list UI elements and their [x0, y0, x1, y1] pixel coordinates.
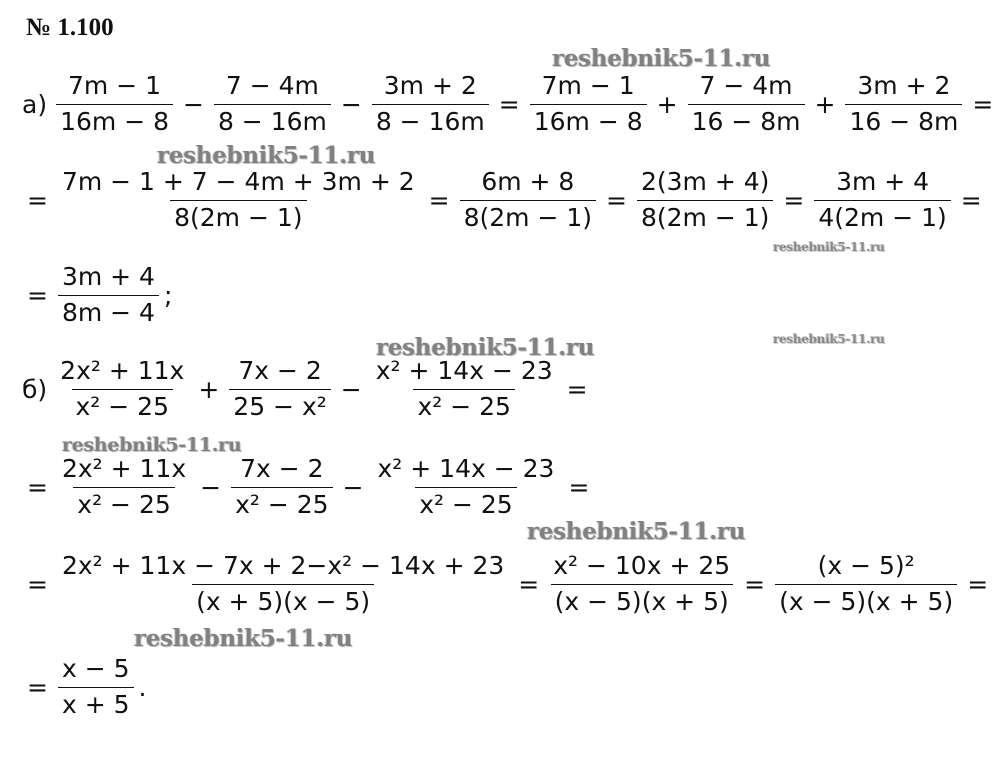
operator: =: [518, 569, 540, 599]
fraction-numerator: 3m + 4: [61, 262, 155, 291]
part-a-line-1: [22, 72, 997, 137]
fraction-denominator: 8(2m − 1): [170, 200, 306, 233]
operator: =: [498, 89, 520, 119]
operator: =: [568, 472, 590, 502]
fraction-denominator: 8 − 16m: [372, 104, 489, 137]
fraction-denominator: 8m − 4: [58, 295, 159, 328]
operator: −: [340, 374, 362, 404]
watermark: reshebnik5-11.ru: [773, 332, 885, 346]
watermark: reshebnik5-11.ru: [527, 518, 746, 545]
watermark: reshebnik5-11.ru: [62, 434, 242, 456]
operator: +: [198, 374, 220, 404]
fraction: [845, 72, 962, 137]
fraction-denominator: x² − 25: [415, 487, 516, 520]
fraction-denominator: x + 5: [58, 687, 134, 720]
fraction: [58, 168, 419, 233]
fraction-numerator: x − 5: [61, 654, 130, 683]
watermark: reshebnik5-11.ru: [552, 45, 771, 72]
fraction-numerator: 7m − 1: [68, 71, 162, 100]
part-a-label: а): [22, 89, 48, 119]
fraction: [688, 72, 805, 137]
fraction-denominator: x² − 25: [73, 487, 174, 520]
fraction: [229, 357, 330, 422]
fraction-numerator: 7 − 4m: [699, 71, 793, 100]
fraction: [214, 72, 331, 137]
operator: −: [183, 89, 204, 119]
part-b-line-1: [22, 357, 593, 422]
operator: =: [27, 569, 48, 599]
fraction-numerator: x² + 14x − 23: [377, 454, 555, 483]
part-b-label: б): [22, 374, 48, 404]
fraction-numerator: 2x² + 11x: [61, 454, 187, 483]
punctuation: ;: [163, 280, 173, 310]
operator: −: [340, 89, 362, 119]
fraction-numerator: x² + 14x − 23: [375, 356, 553, 385]
part-a-line-2: [22, 168, 987, 233]
operator: =: [27, 472, 48, 502]
operator: −: [200, 472, 222, 502]
watermark: reshebnik5-11.ru: [773, 240, 885, 254]
fraction-denominator: 8(2m − 1): [637, 200, 773, 233]
fraction-numerator: 3m + 2: [383, 71, 477, 100]
fraction-numerator: 7x − 2: [238, 356, 322, 385]
fraction-denominator: (x − 5)(x + 5): [551, 584, 733, 617]
operator: +: [656, 89, 678, 119]
fraction: [549, 552, 734, 617]
fraction-denominator: x² − 25: [72, 389, 173, 422]
fraction-numerator: 2x² + 11x − 7x + 2−x² − 14x + 23: [61, 551, 505, 580]
fraction: [58, 455, 190, 520]
fraction-denominator: 16m − 8: [530, 104, 647, 137]
fraction-denominator: 16m − 8: [56, 104, 173, 137]
fraction-denominator: x² − 25: [413, 389, 514, 422]
watermark: reshebnik5-11.ru: [376, 334, 595, 361]
fraction-numerator: 3m + 4: [836, 167, 930, 196]
fraction: [637, 168, 773, 233]
operator: =: [972, 89, 994, 119]
fraction-numerator: 7x − 2: [240, 454, 324, 483]
fraction-denominator: 4(2m − 1): [814, 200, 950, 233]
fraction: [460, 168, 596, 233]
operator: =: [783, 185, 805, 215]
operator: =: [960, 185, 982, 215]
fraction-denominator: 8 − 16m: [214, 104, 331, 137]
fraction-denominator: (x + 5)(x − 5): [192, 584, 374, 617]
operator: =: [967, 569, 989, 599]
operator: =: [428, 185, 450, 215]
fraction: [530, 72, 647, 137]
fraction: [58, 263, 159, 328]
fraction-denominator: 8(2m − 1): [460, 200, 596, 233]
operator: =: [27, 280, 48, 310]
punctuation: .: [138, 672, 147, 702]
fraction: [58, 552, 508, 617]
fraction: [58, 655, 134, 720]
operator: +: [814, 89, 836, 119]
fraction-numerator: 7m − 1: [541, 71, 635, 100]
fraction: [56, 72, 173, 137]
fraction-numerator: 7m − 1 + 7 − 4m + 3m + 2: [61, 167, 415, 196]
fraction: [372, 357, 557, 422]
part-b-line-2: [22, 455, 594, 520]
operator: =: [606, 185, 627, 215]
operator: =: [744, 569, 766, 599]
fraction-denominator: x² − 25: [231, 487, 332, 520]
part-b-line-4: [22, 655, 146, 720]
fraction-denominator: 16 − 8m: [845, 104, 962, 137]
fraction-numerator: 2x² + 11x: [60, 356, 185, 385]
operator: =: [27, 672, 48, 702]
fraction-denominator: 25 − x²: [229, 389, 330, 422]
fraction-numerator: (x − 5)²: [817, 551, 915, 580]
part-a-line-3: [22, 263, 172, 328]
operator: =: [27, 185, 48, 215]
operator: =: [566, 374, 588, 404]
fraction-numerator: 3m + 2: [857, 71, 951, 100]
fraction: [374, 455, 559, 520]
fraction-numerator: x² − 10x + 25: [553, 551, 731, 580]
fraction-numerator: 2(3m + 4): [640, 167, 770, 196]
watermark: reshebnik5-11.ru: [134, 625, 353, 652]
fraction-numerator: 6m + 8: [481, 167, 575, 196]
part-b-line-3: [22, 552, 993, 617]
fraction-numerator: 7 − 4m: [225, 71, 319, 100]
fraction: [56, 357, 188, 422]
fraction: [775, 552, 957, 617]
exercise-title: № 1.100: [26, 14, 114, 41]
fraction-denominator: 16 − 8m: [688, 104, 805, 137]
watermark: reshebnik5-11.ru: [157, 142, 376, 169]
fraction: [231, 455, 332, 520]
fraction: [372, 72, 489, 137]
operator: −: [342, 472, 364, 502]
fraction-denominator: (x − 5)(x + 5): [775, 584, 957, 617]
fraction: [814, 168, 950, 233]
